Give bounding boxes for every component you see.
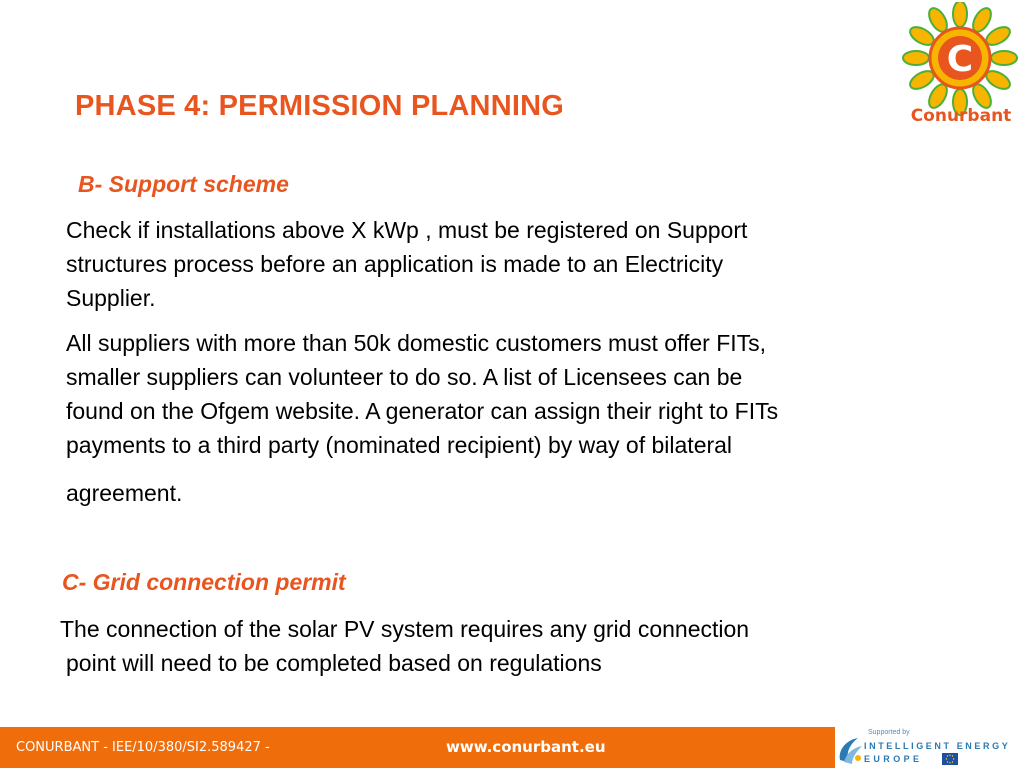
section-b-paragraph-1 — [66, 213, 747, 315]
supported-by-label: Supported by — [868, 729, 910, 736]
iee-line-1: INTELLIGENT ENERGY — [864, 741, 1011, 751]
text-line: Supplier. — [66, 285, 156, 311]
footer-website-link[interactable]: www.conurbant.eu — [446, 738, 606, 756]
footer-project-code: CONURBANT - IEE/10/380/SI2.589427 - — [16, 740, 270, 755]
text-line: Check if installations above X kWp , must be registered on Support — [66, 217, 748, 243]
section-b-paragraph-2 — [66, 326, 778, 462]
logo-initial: C — [946, 39, 974, 80]
intelligent-energy-europe-logo — [836, 726, 1024, 768]
section-b-heading: B- Support scheme — [78, 171, 289, 197]
iee-swirl-icon — [836, 732, 864, 766]
text-line: point will need to be completed based on regulations — [66, 650, 602, 676]
text-line: agreement. — [66, 480, 183, 506]
section-c-heading: C- Grid connection permit — [62, 569, 346, 595]
section-c-paragraph — [60, 612, 749, 680]
text-line: structures process before an application is made to an Electricity — [66, 251, 724, 277]
eu-flag-icon — [942, 753, 958, 765]
slide-title: PHASE 4: PERMISSION PLANNING — [75, 90, 564, 122]
text-line: payments to a third party (nominated recipient) by way of bilateral — [66, 432, 733, 458]
logo-wordmark: Conurbant — [910, 106, 1012, 126]
text-line: The connection of the solar PV system requires any grid connection — [60, 616, 750, 642]
iee-line-2: EUROPE — [864, 754, 923, 764]
text-line: All suppliers with more than 50k domestic customers must offer FITs, — [66, 330, 767, 356]
text-line: found on the Ofgem website. A generator can assign their right to FITs — [66, 398, 779, 424]
text-line: smaller suppliers can volunteer to do so. A list of Licensees can be — [66, 364, 743, 390]
section-b-paragraph-2-last-line — [66, 476, 182, 510]
